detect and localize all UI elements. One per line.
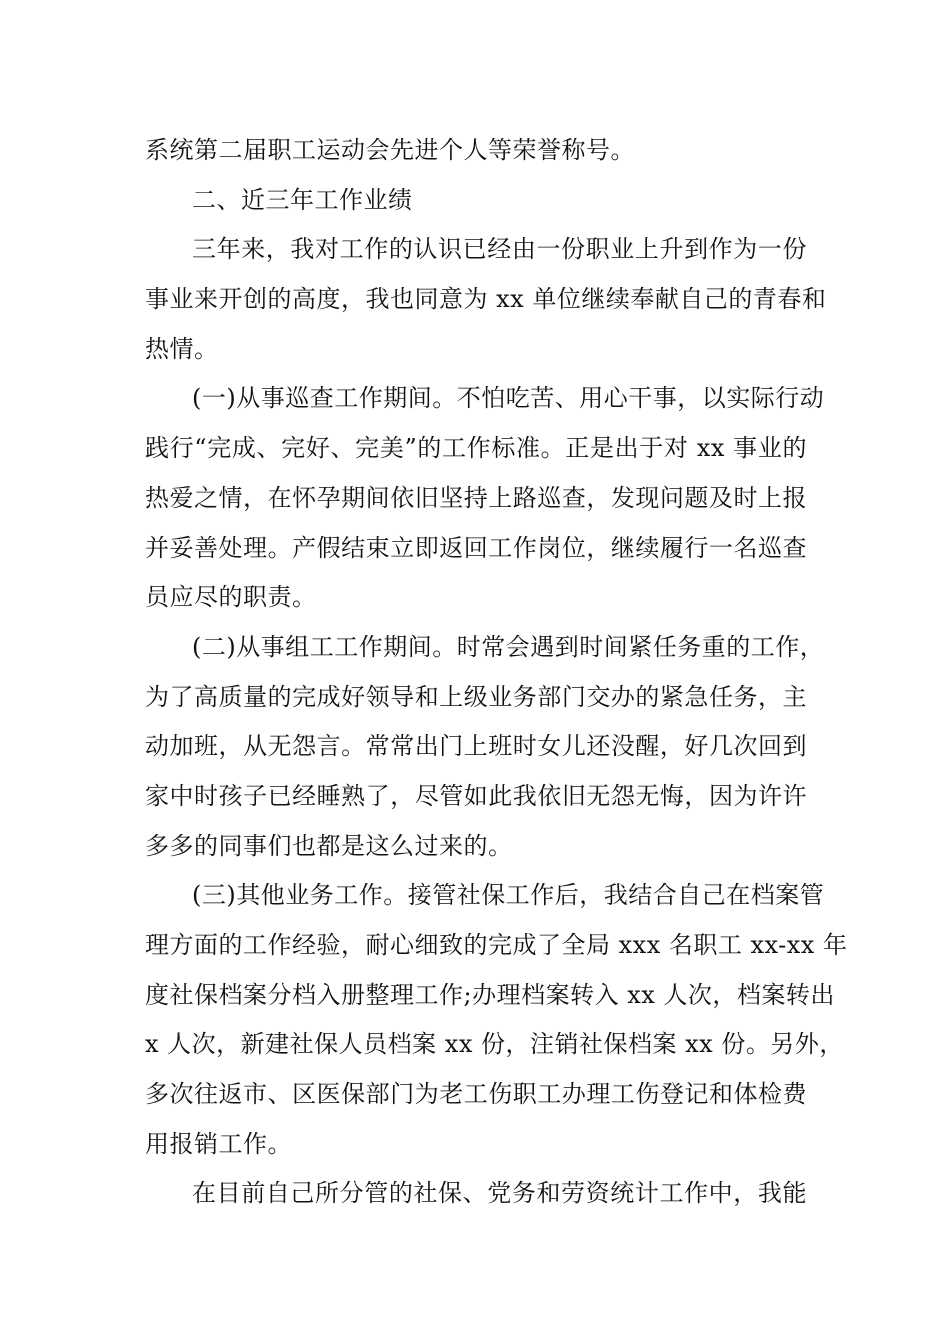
text-line: 员应尽的职责。 — [145, 583, 317, 612]
text-line: 多多的同事们也都是这么过来的。 — [145, 831, 513, 860]
text-line: (一)从事巡查工作期间。不怕吃苦、用心干事，以实际行动 — [192, 384, 825, 413]
text-line: 并妥善处理。产假结束立即返回工作岗位，继续履行一名巡查 — [145, 533, 807, 562]
text-line: 事业来开创的高度，我也同意为 xx 单位继续奉献自己的青春和 — [145, 285, 827, 314]
text-line: 在目前自己所分管的社保、党务和劳资统计工作中，我能 — [192, 1179, 807, 1208]
text-line: 践行“完成、完好、完美”的工作标准。正是出于对 xx 事业的 — [145, 434, 807, 463]
text-line: 二、近三年工作业绩 — [192, 185, 413, 214]
text-line: 三年来，我对工作的认识已经由一份职业上升到作为一份 — [192, 235, 807, 264]
text-line: x 人次，新建社保人员档案 xx 份，注销社保档案 xx 份。另外， — [145, 1030, 844, 1059]
text-line: 多次往返市、区医保部门为老工伤职工办理工伤登记和体检费 — [145, 1080, 807, 1109]
text-line: (三)其他业务工作。接管社保工作后，我结合自己在档案管 — [192, 881, 825, 910]
text-line: 理方面的工作经验，耐心细致的完成了全局 xxx 名职工 xx-xx 年 — [145, 931, 848, 959]
text-line: 动加班，从无怨言。常常出门上班时女儿还没醒，好几次回到 — [145, 732, 807, 761]
text-line: 系统第二届职工运动会先进个人等荣誉称号。 — [145, 136, 635, 164]
text-line: 热情。 — [145, 334, 219, 363]
document-body — [145, 126, 848, 1219]
text-line: 热爱之情，在怀孕期间依旧坚持上路巡查，发现问题及时上报 — [145, 483, 807, 512]
text-line: 用报销工作。 — [145, 1129, 292, 1158]
text-line: (二)从事组工工作期间。时常会遇到时间紧任务重的工作， — [192, 632, 825, 661]
text-line: 为了高质量的完成好领导和上级业务部门交办的紧急任务，主 — [145, 682, 807, 711]
text-line: 家中时孩子已经睡熟了，尽管如此我依旧无怨无悔，因为许许 — [145, 781, 807, 810]
text-line: 度社保档案分档入册整理工作;办理档案转入 xx 人次，档案转出 — [145, 980, 835, 1009]
